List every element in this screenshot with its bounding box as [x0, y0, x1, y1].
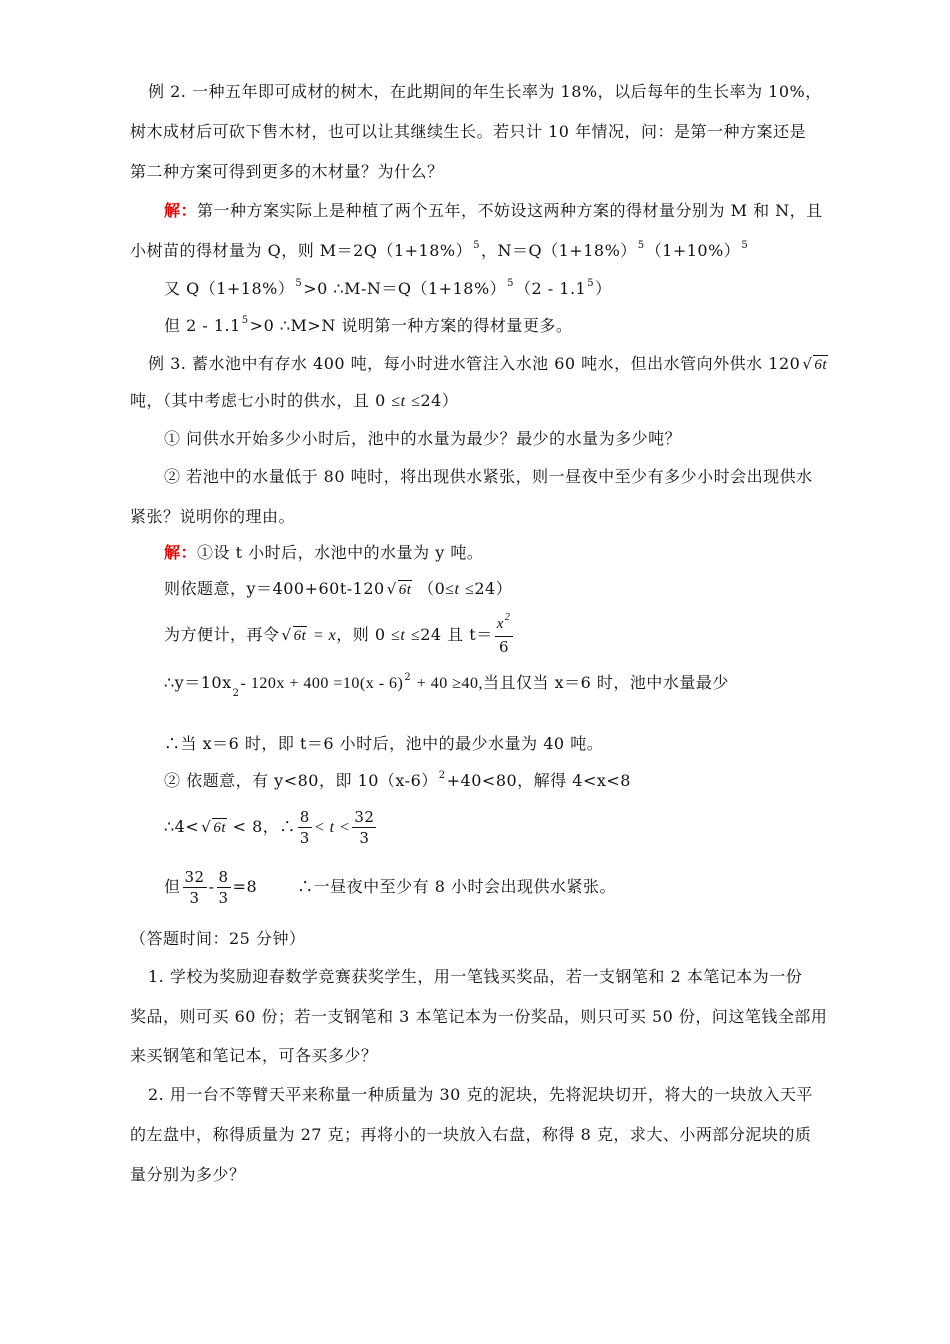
text-run: ）: [595, 279, 612, 298]
sqrt-expression: 6t: [398, 582, 412, 598]
radical-sign: √: [201, 818, 212, 836]
fraction-denominator: 3: [299, 829, 310, 847]
fraction-numerator: 8: [218, 868, 229, 886]
answer-time-note: （答题时间：25 分钟）: [130, 929, 306, 948]
text-run: ∴4<: [164, 817, 200, 836]
inequality: < t <: [313, 819, 351, 836]
solution3-line1: [164, 538, 854, 568]
text-run: ② 依题意，有 y<80，即 10（x-6）: [164, 771, 438, 790]
le-symbol: ≤: [391, 627, 401, 644]
problem1-line2: 奖品，则可买 60 份；若一支钢笔和 3 本笔记本为一份奖品，则只可买 50 份，问这笔钱全部用: [130, 1007, 828, 1026]
problem1-line3: 来买钢笔和笔记本，可各买多少？: [130, 1046, 378, 1065]
variable-t: t: [454, 581, 460, 598]
example3-line2: [130, 386, 820, 416]
sqrt-expression: 6t: [814, 357, 828, 373]
radical-sign: √: [281, 626, 292, 644]
text-run: 24 且 t＝: [420, 625, 493, 644]
text-run: >0 ∴M-N＝Q（1+18%）: [303, 279, 507, 298]
le-symbol: ≤: [411, 393, 421, 410]
fraction-denominator: 3: [189, 889, 200, 907]
exponent: 2: [232, 688, 240, 699]
problem2-line3: 量分别为多少？: [130, 1165, 246, 1184]
example3-line1: [148, 349, 838, 379]
solution2-line1: [164, 196, 854, 226]
example2-line3: 第二种方案可得到更多的木材量？为什么？: [130, 162, 444, 181]
fraction-denominator: 6: [499, 638, 510, 656]
text-run: （2 - 1.1: [515, 279, 587, 298]
problem2-line2: 的左盘中，称得质量为 27 克；再将小的一块放入右盘，称得 8 克，求大、小两部分泥块的质: [130, 1125, 812, 1144]
fraction-32-over-3: [352, 807, 376, 848]
exponent: 5: [507, 278, 515, 289]
minus-sign: -: [208, 877, 215, 896]
exponent: 5: [241, 315, 249, 326]
text-run: （1+10%）: [645, 241, 741, 260]
text-run: ，则 0: [336, 625, 386, 644]
le-symbol: ≤: [465, 581, 475, 598]
text-run: 但 2 - 1.1: [164, 316, 241, 335]
exponent: 5: [295, 278, 303, 289]
text-run: ，N＝Q（1+18%）: [481, 241, 637, 260]
fraction-x2-over-6: [495, 614, 514, 657]
solution3-line5: ∴当 x＝6 时，即 t＝6 小时后，池中的最少水量为 40 吨。: [164, 734, 604, 753]
exponent: 2: [404, 672, 412, 683]
exponent: 5: [473, 240, 480, 251]
text-run: 小树苗的得材量为 Q，则 M＝2Q（1+18%）: [130, 241, 473, 260]
question2-line2: 紧张？说明你的理由。: [130, 507, 296, 526]
fraction-numerator: 32: [354, 808, 375, 826]
radical-sign: √: [802, 355, 813, 373]
fraction-denominator: 3: [359, 829, 370, 847]
variable-t: t: [400, 627, 406, 644]
text-run: 当且仅当 x＝6 时，池中水量最少: [483, 673, 729, 692]
text-run: 24）: [474, 579, 513, 598]
fraction-32-over-3: [183, 867, 207, 908]
example2-line1: 例 2. 一种五年即可成材的树木，在此期间的年生长率为 18%，以后每年的生长率为 10%，: [148, 82, 822, 101]
le-symbol: ≤: [391, 393, 401, 410]
problem1-line1: 1. 学校为奖励迎春数学竞赛获奖学生，用一笔钱买奖品，若一支钢笔和 2 本笔记本为一份: [148, 967, 803, 986]
exponent: 5: [637, 240, 645, 251]
text-run: 24）: [420, 391, 459, 410]
text-run: 吨，（其中考虑七小时的供水，且 0: [130, 391, 386, 410]
text-run: 例 3. 蓄水池中有存水 400 吨，每小时进水管注入水池 60 吨水，但出水管向外供水 120: [148, 354, 801, 373]
exponent: 5: [741, 240, 749, 251]
text-run: 但: [164, 877, 181, 896]
equals-x: = x: [312, 627, 337, 644]
fraction-denominator: 3: [218, 889, 229, 907]
text-run: < 8，∴: [227, 817, 296, 836]
solution3-line2: [164, 574, 854, 604]
exponent: 5: [587, 278, 595, 289]
text-run: +40<80，解得 4<x<8: [446, 771, 631, 790]
question1: ① 问供水开始多少小时后，池中的水量为最少？最少的水量为多少吨？: [164, 429, 682, 448]
solution2-line2: [130, 236, 820, 266]
example2-line2: 树木成材后可砍下售木材，也可以让其继续生长。若只计 10 年情况，问：是第一种方案还是: [130, 122, 807, 141]
solution2-line3: [164, 274, 854, 304]
solution3-line8: [164, 862, 854, 912]
sqrt-expression: 6t: [213, 820, 226, 836]
solution3-line6: [164, 766, 854, 796]
fraction-numerator: [495, 614, 514, 637]
text-run: 则依题意，y＝400+60t-120: [164, 579, 385, 598]
text-run: =8: [232, 877, 258, 896]
fraction-numerator: 8: [299, 808, 310, 826]
solution3-line7: [164, 802, 854, 852]
question2-line1: ② 若池中的水量低于 80 吨时，将出现供水紧张，则一昼夜中至少有多少小时会出现供水: [164, 467, 813, 486]
solution3-line4: [164, 668, 854, 698]
solution3-line3: [164, 610, 854, 660]
solution2-line4: [164, 311, 854, 341]
solution-label: 解：: [164, 543, 198, 562]
exponent: 2: [438, 770, 446, 781]
text-run: 为方便计，再令: [164, 625, 280, 644]
text-run: ∴y＝10x: [164, 673, 232, 692]
exponent: 2: [504, 612, 511, 623]
solution-label: 解：: [164, 201, 198, 220]
fraction-8-over-3: [298, 807, 312, 848]
problem2-line1: 2. 用一台不等臂天平来称量一种质量为 30 克的泥块，先将泥块切开，将大的一块放入天平: [148, 1085, 813, 1104]
fraction-8-over-3: [217, 867, 231, 908]
text-run: 又 Q（1+18%）: [164, 279, 295, 298]
text-run: （0: [418, 579, 446, 598]
fraction-numerator: 32: [184, 868, 205, 886]
text-run: ①设 t 小时后，水池中的水量为 y 吨。: [197, 543, 484, 562]
variable-t: t: [400, 393, 406, 410]
sqrt-expression: 6t: [293, 628, 307, 644]
radical-sign: √: [386, 580, 397, 598]
le-symbol: ≤: [410, 627, 421, 644]
math-run: - 120x + 400 =10(x - 6): [240, 675, 404, 692]
text-run: >0 ∴M>N 说明第一种方案的得材量更多。: [249, 316, 573, 335]
le-symbol: ≤: [445, 581, 455, 598]
text-run: ∴一昼夜中至少有 8 小时会出现供水紧张。: [297, 877, 617, 896]
numerator-x: x: [496, 616, 504, 632]
math-run: + 40 ≥40,: [412, 675, 484, 692]
solution2-text1: 第一种方案实际上是种植了两个五年，不妨设这两种方案的得材量分别为 M 和 N，且: [197, 201, 823, 220]
